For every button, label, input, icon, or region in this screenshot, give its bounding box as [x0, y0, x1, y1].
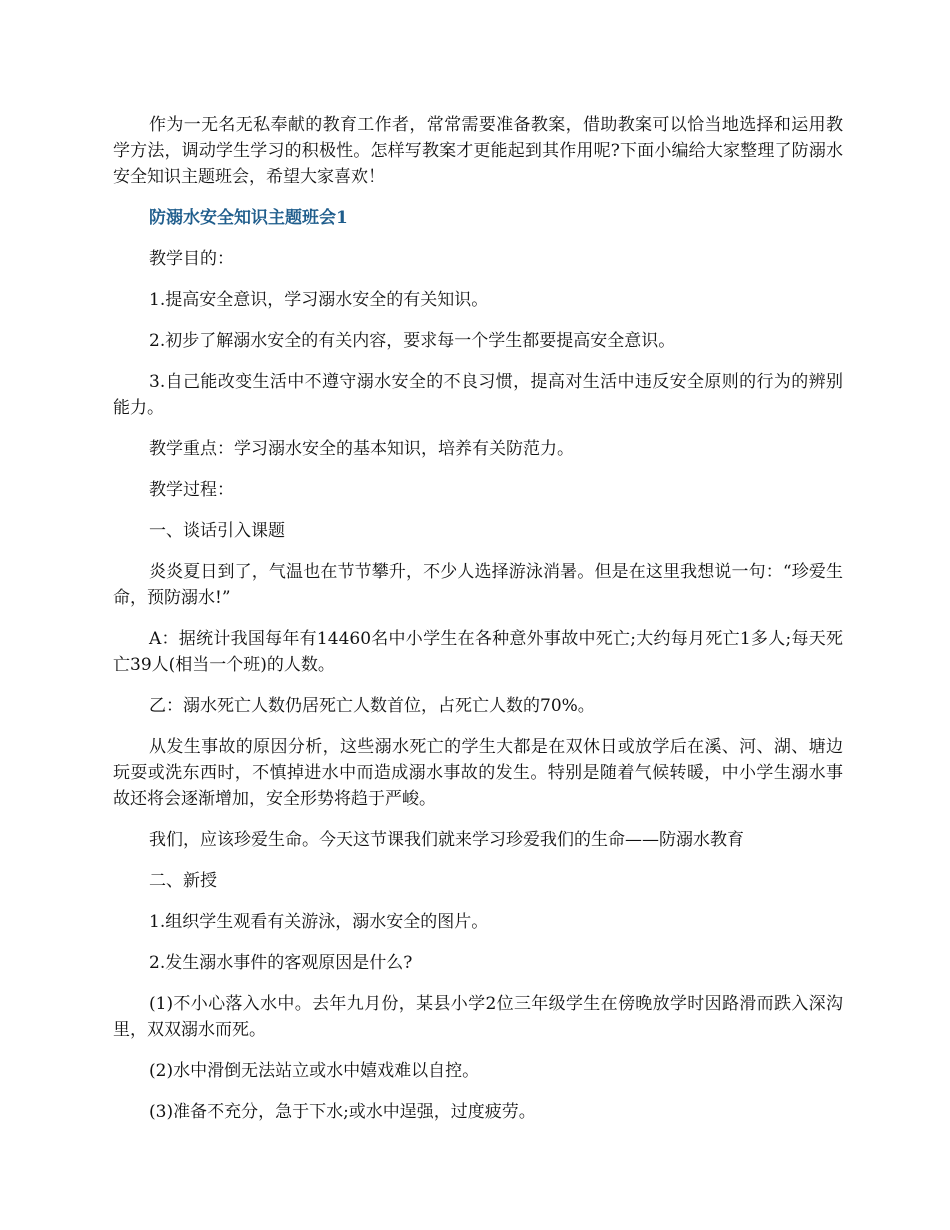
- paragraph-cause-2: (2)水中滑倒无法站立或水中嬉戏难以自控。: [149, 1061, 480, 1081]
- paragraph-goal-1: 1.提高安全意识，学习溺水安全的有关知识。: [149, 290, 489, 310]
- paragraph-cause-analysis: 从发生事故的原因分析，这些溺水死亡的学生大都是在双休日或放学后在溪、河、湖、塘边玩耍或洗东西时，不慎掉进水中而造成溺水事故的发生。特别是随着气候转暖，中小学生溺水事故还将会逐渐增加，安全形势将趋于严峻。: [113, 737, 843, 809]
- document-page: [113, 112, 843, 1125]
- paragraph-teaching-focus: 教学重点：学习溺水安全的基本知识，培养有关防范力。: [149, 439, 574, 459]
- paragraph-cause-1: (1)不小心落入水中。去年九月份，某县小学2位三年级学生在傍晚放学时因路滑而跌入深沟里，双双溺水而死。: [113, 994, 843, 1040]
- paragraph-teaching-process-label: 教学过程：: [149, 480, 234, 500]
- paragraph-teaching-goal-label: 教学目的：: [149, 249, 234, 269]
- paragraph-cherish-life: 我们，应该珍爱生命。今天这节课我们就来学习珍爱我们的生命——防溺水教育: [149, 830, 744, 850]
- paragraph-summer-intro: 炎炎夏日到了，气温也在节节攀升，不少人选择游泳消暑。但是在这里我想说一句：“珍爱生命，预防溺水!”: [113, 562, 843, 608]
- paragraph-part-one-title: 一、谈话引入课题: [149, 521, 285, 541]
- paragraph-statistics-a: A：据统计我国每年有14460名中小学生在各种意外事故中死亡;大约每月死亡1多人;每天死亡39人(相当一个班)的人数。: [113, 629, 843, 675]
- paragraph-goal-3: 3.自己能改变生活中不遵守溺水安全的不良习惯，提高对生活中违反安全原则的行为的辨别能力。: [113, 372, 843, 418]
- section-heading: 防溺水安全知识主题班会1: [149, 208, 348, 228]
- paragraph-cause-3: (3)准备不充分，急于下水;或水中逞强，过度疲劳。: [149, 1102, 536, 1122]
- paragraph-step-2: 2.发生溺水事件的客观原因是什么?: [149, 953, 413, 973]
- paragraph-part-two-title: 二、新授: [149, 871, 217, 891]
- paragraph-statistics-b: 乙：溺水死亡人数仍居死亡人数首位，占死亡人数的70%。: [149, 696, 595, 716]
- paragraph-step-1: 1.组织学生观看有关游泳，溺水安全的图片。: [149, 912, 489, 932]
- intro-paragraph: 作为一无名无私奉献的教育工作者，常常需要准备教案，借助教案可以恰当地选择和运用教学方法，调动学生学习的积极性。怎样写教案才更能起到其作用呢?下面小编给大家整理了防溺水安全知识主题班会，希望大家喜欢！: [113, 115, 843, 187]
- paragraph-goal-2: 2.初步了解溺水安全的有关内容，要求每一个学生都要提高安全意识。: [149, 331, 676, 351]
